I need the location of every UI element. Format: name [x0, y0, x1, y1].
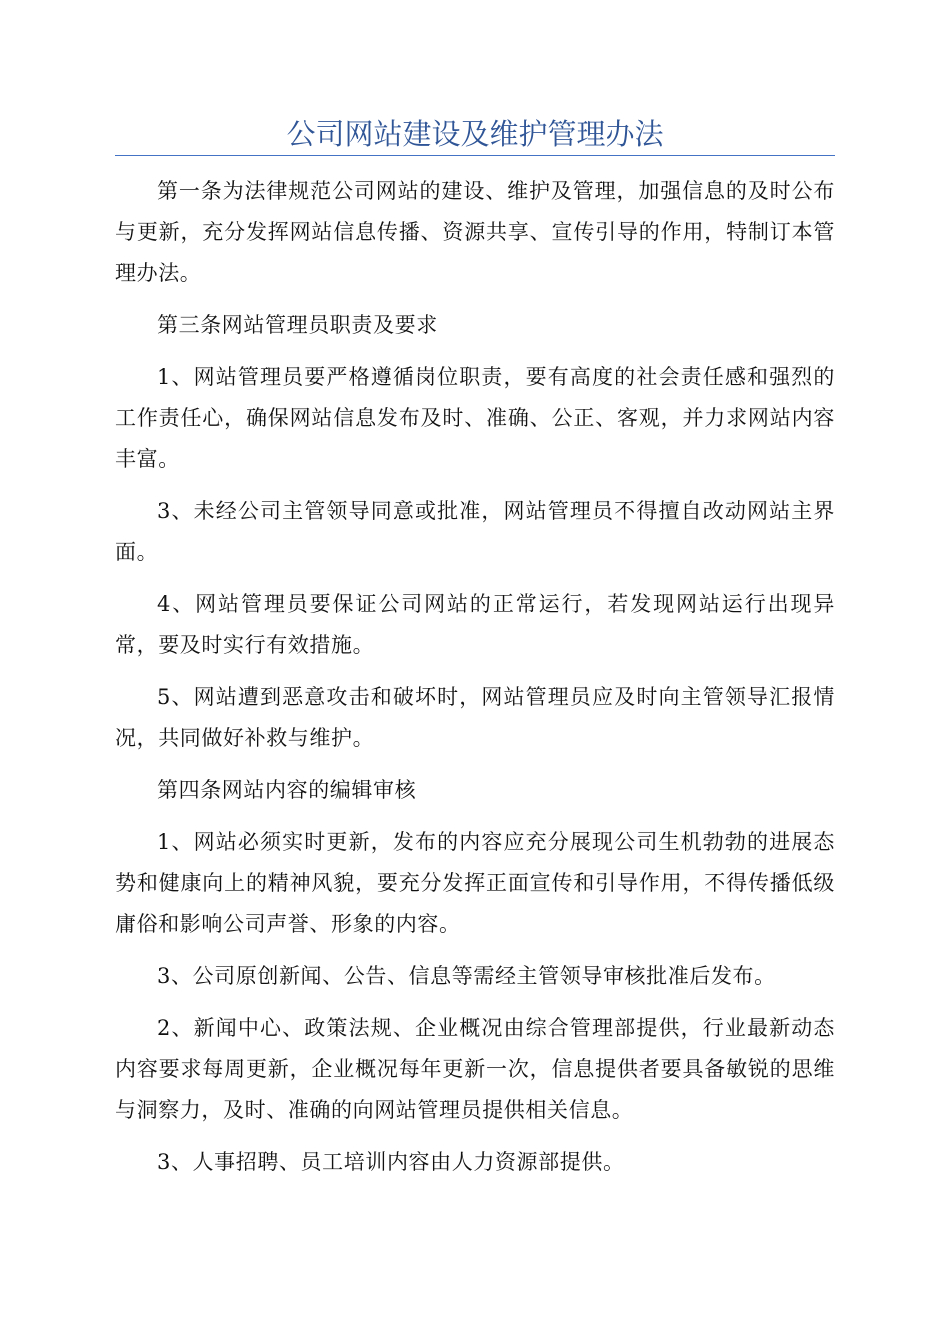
paragraph-item: 1、网站管理员要严格遵循岗位职责，要有高度的社会责任感和强烈的工作责任心，确保网站信息发布及时、准确、公正、客观，并力求网站内容丰富。	[115, 365, 835, 471]
paragraph-item: 4、网站管理员要保证公司网站的正常运行，若发现网站运行出现异常，要及时实行有效措施。	[115, 592, 835, 657]
paragraph-item: 3、人事招聘、员工培训内容由人力资源部提供。	[157, 1150, 625, 1174]
paragraph-item: 1、网站必须实时更新，发布的内容应充分展现公司生机勃勃的进展态势和健康向上的精神风貌，要充分发挥正面宣传和引导作用，不得传播低级庸俗和影响公司声誉、形象的内容。	[115, 830, 835, 936]
paragraph-item: 3、公司原创新闻、公告、信息等需经主管领导审核批准后发布。	[157, 964, 776, 988]
paragraph-item: 3、未经公司主管领导同意或批准，网站管理员不得擅自改动网站主界面。	[115, 499, 835, 564]
heading-article-3: 第三条网站管理员职责及要求	[157, 313, 438, 337]
paragraph-item: 2、新闻中心、政策法规、企业概况由综合管理部提供，行业最新动态内容要求每周更新，企业概况每年更新一次，信息提供者要具备敏锐的思维与洞察力，及时、准确的向网站管理员提供相关信息。	[115, 1016, 835, 1122]
document-body	[115, 171, 835, 1194]
paragraph-item: 5、网站遭到恶意攻击和破坏时，网站管理员应及时向主管领导汇报情况，共同做好补救与维护。	[115, 685, 835, 750]
title-underline	[115, 155, 835, 156]
paragraph-article-1: 第一条为法律规范公司网站的建设、维护及管理，加强信息的及时公布与更新，充分发挥网站信息传播、资源共享、宣传引导的作用，特制订本管理办法。	[115, 179, 835, 285]
heading-article-4: 第四条网站内容的编辑审核	[157, 778, 417, 802]
document-title: 公司网站建设及维护管理办法	[286, 117, 664, 151]
